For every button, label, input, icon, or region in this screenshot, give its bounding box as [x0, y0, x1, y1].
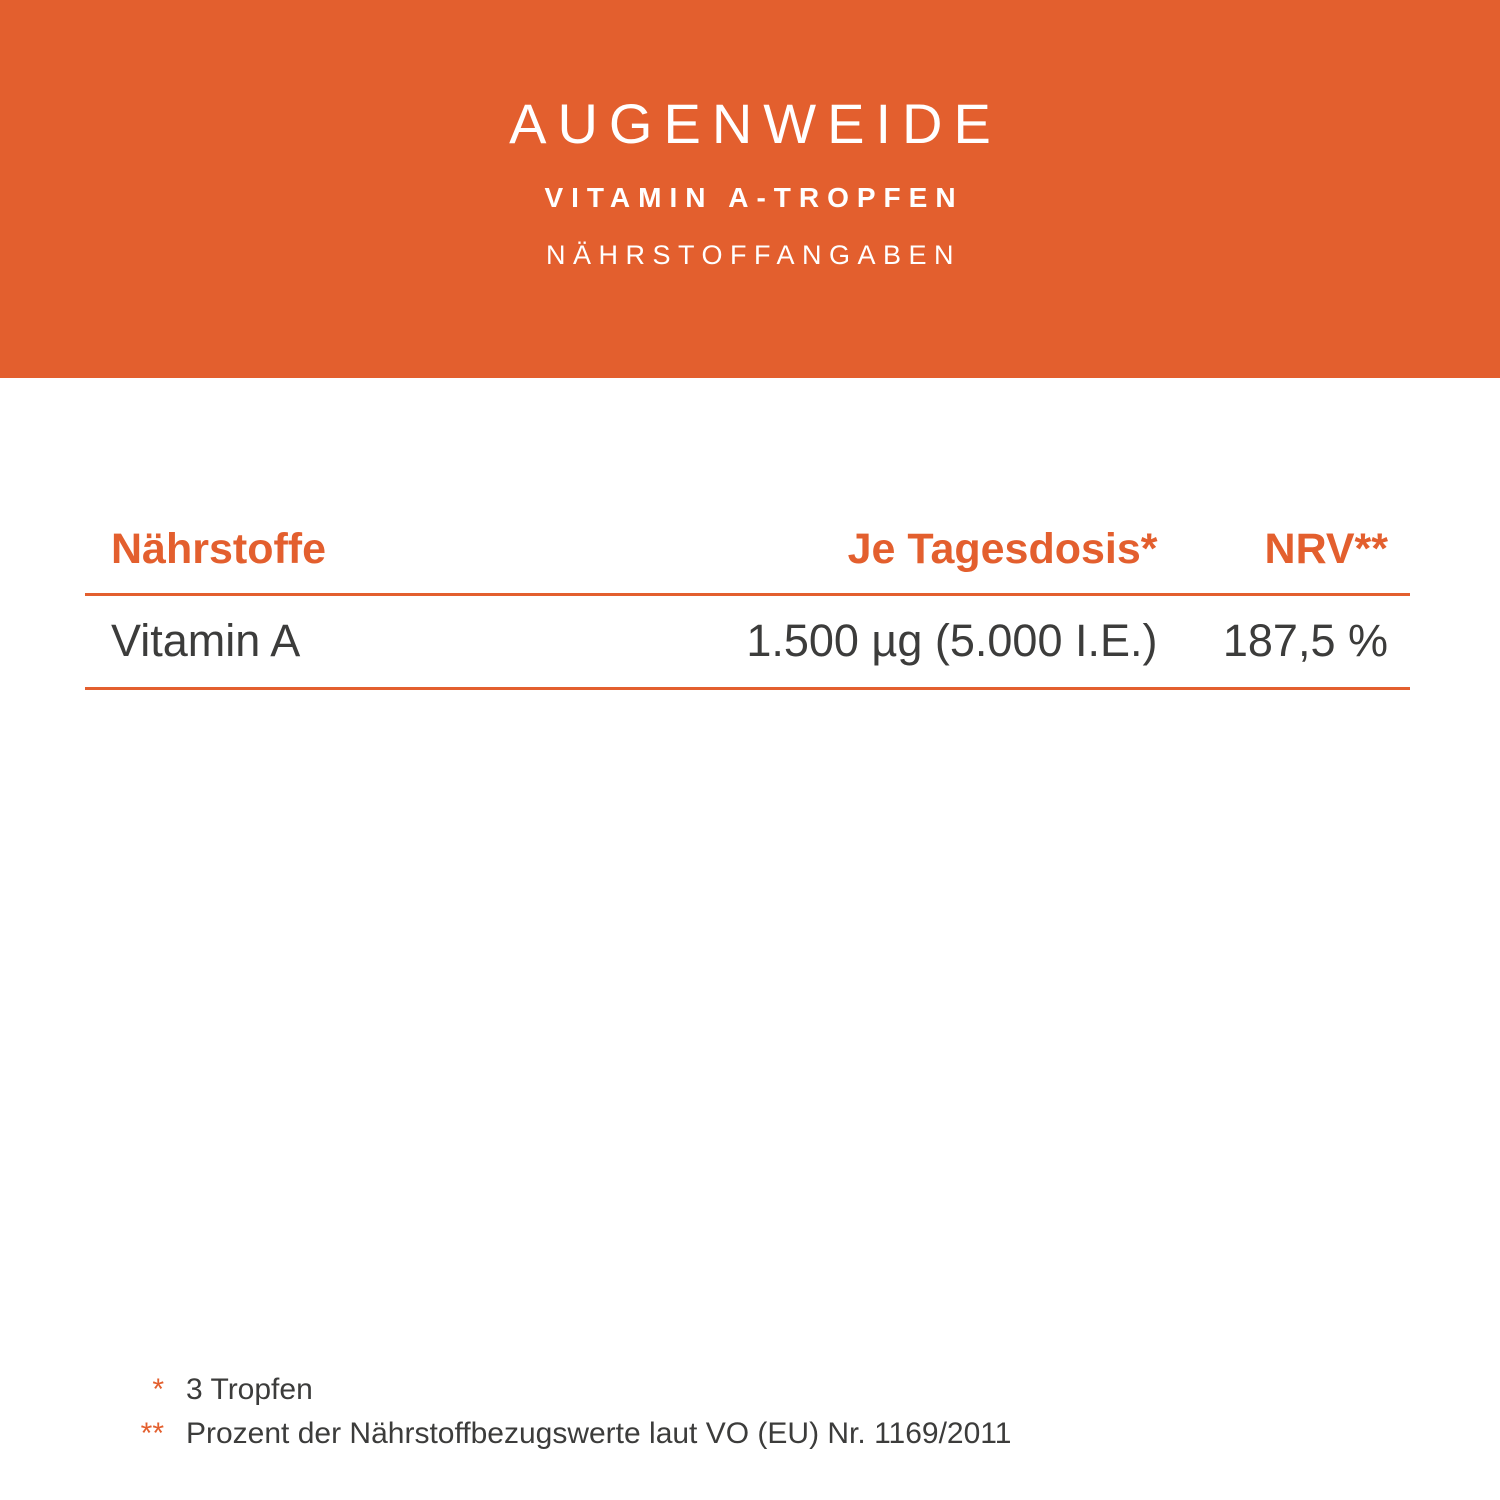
cell-per-dose: 1.500 µg (5.000 I.E.)	[746, 615, 1158, 666]
footnote-marker: *	[152, 1373, 164, 1406]
table-body	[85, 595, 1410, 689]
footnote-marker: **	[140, 1416, 164, 1450]
table-header-row	[85, 528, 1410, 595]
table-header	[85, 525, 1410, 595]
footnote-item	[108, 1371, 1408, 1409]
footnote-text: 3 Tropfen	[186, 1373, 313, 1406]
footnote-item	[108, 1415, 1408, 1453]
table-row	[85, 595, 1410, 689]
label-header	[0, 0, 1500, 378]
column-header-per-dose: Je Tagesdosis*	[847, 525, 1158, 573]
cell-nrv: 187,5 %	[1222, 615, 1388, 666]
footnotes	[108, 1371, 1408, 1458]
cell-nutrient-name: Vitamin A	[111, 615, 301, 666]
column-header-nutrient: Nährstoffe	[111, 525, 327, 573]
column-header-nrv: NRV**	[1264, 525, 1388, 573]
section-title: NÄHRSTOFFANGABEN	[545, 240, 962, 270]
nutrition-table	[85, 525, 1410, 690]
label-body	[0, 378, 1500, 1500]
footnote-text: Prozent der Nährstoffbezugswerte laut VO (EU) Nr. 1169/2011	[186, 1416, 1012, 1450]
product-subtitle: VITAMIN A-TROPFEN	[544, 182, 964, 213]
product-title: AUGENWEIDE	[509, 92, 1002, 155]
